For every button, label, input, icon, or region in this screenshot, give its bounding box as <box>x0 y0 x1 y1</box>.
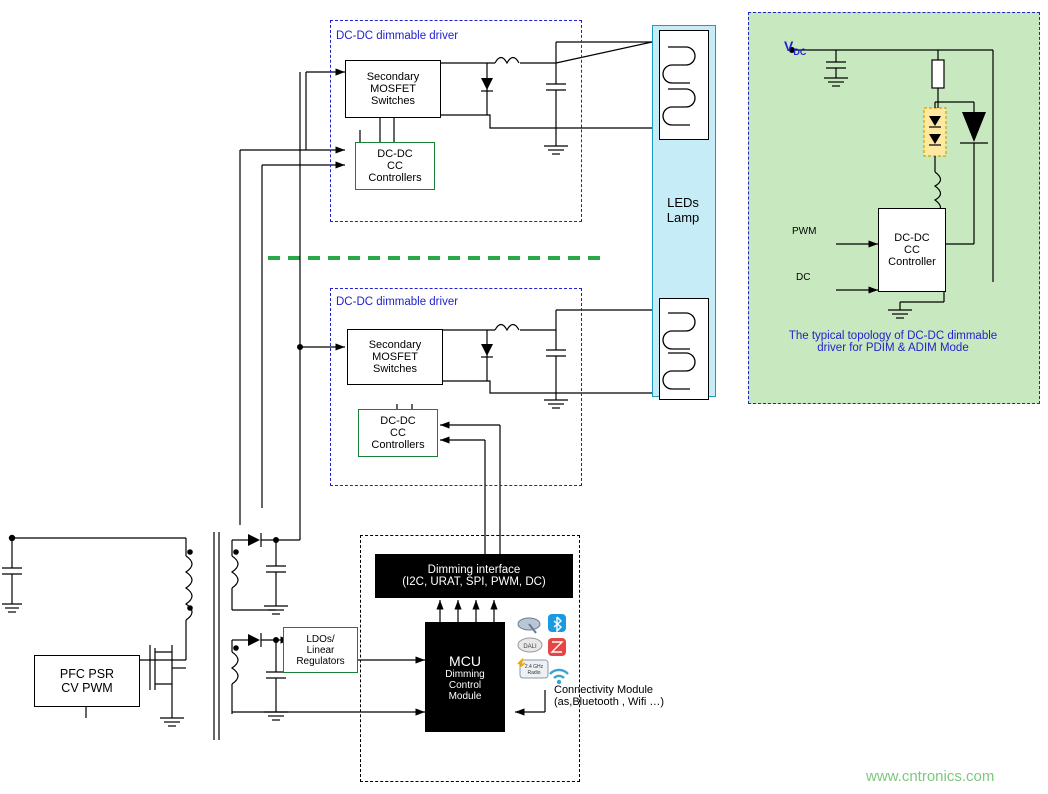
controller-line-3: Controllers <box>368 172 422 184</box>
led-symbols-bottom <box>660 299 708 399</box>
led-package-top <box>659 30 709 140</box>
inset-dc-label: DC <box>796 272 811 283</box>
pfc-line-1: PFC PSR <box>59 667 115 681</box>
mosfet-line-2: MOSFET <box>370 83 416 95</box>
dish-icon <box>518 618 540 633</box>
inset-ctrl-line-2: CC <box>904 244 920 256</box>
inset-caption-line-2: driver for PDIM & ADIM Mode <box>817 342 969 354</box>
pfc-line-2: CV PWM <box>61 681 113 695</box>
svg-text:DALI: DALI <box>523 644 537 650</box>
pfc-block <box>34 655 140 707</box>
controller2-line-2: CC <box>390 427 406 439</box>
wifi-icon <box>550 670 568 684</box>
mosfet2-line-2: MOSFET <box>372 351 418 363</box>
mcu-line-3: Control <box>448 679 482 691</box>
dimming-interface-line-1: Dimming interface <box>427 564 521 576</box>
driver-1-mosfet-block <box>345 60 441 118</box>
dimming-interface-line-2: (I2C, URAT, SPI, PWM, DC) <box>402 576 546 588</box>
driver-1-label: DC-DC dimmable driver <box>336 30 459 42</box>
ldo-line-1: LDOs/ <box>306 633 335 645</box>
inset-caption <box>756 330 1030 354</box>
inset-pwm-label: PWM <box>792 226 817 237</box>
driver-1-controller-block <box>355 142 435 190</box>
mosfet2-line-1: Secondary <box>368 339 422 351</box>
mosfet-line-1: Secondary <box>366 71 420 83</box>
controller2-line-1: DC-DC <box>380 415 416 427</box>
leds-lamp-label <box>652 185 714 235</box>
led-package-bottom <box>659 298 709 400</box>
bluetooth-icon <box>548 614 566 632</box>
connectivity-line-2: (as,Bluetooth , Wifi …) <box>554 696 665 708</box>
driver-2-controller-block <box>358 409 438 457</box>
connectivity-caption <box>554 684 714 708</box>
mcu-line-4: Module <box>448 690 482 702</box>
led-symbols-top <box>660 31 708 139</box>
leds-lamp-line-2: Lamp <box>666 210 700 225</box>
mosfet-line-3: Switches <box>370 95 416 107</box>
controller2-line-3: Controllers <box>371 439 425 451</box>
mcu-line-1: MCU <box>449 652 481 669</box>
dali-badge-icon <box>518 638 542 652</box>
mcu-block <box>425 622 505 732</box>
watermark: www.cntronics.com <box>866 768 995 785</box>
controller-line-1: DC-DC <box>377 148 413 160</box>
svg-text:2.4 GHz: 2.4 GHz <box>524 664 544 670</box>
inset-caption-line-1: The typical topology of DC-DC dimmable <box>788 330 998 342</box>
inset-ctrl-line-3: Controller <box>888 256 936 268</box>
mosfet2-line-3: Switches <box>372 363 418 375</box>
inset-controller-block <box>878 208 946 292</box>
inset-vdc-label <box>784 38 806 57</box>
leds-lamp-line-1: LEDs <box>667 195 699 210</box>
dimming-interface-block <box>375 554 573 598</box>
ldo-block <box>283 627 358 673</box>
mcu-line-2: Dimming <box>445 668 485 680</box>
inset-ctrl-line-1: DC-DC <box>894 232 930 244</box>
vdc-text: $V_{DC}$ <box>784 38 807 57</box>
controller-line-2: CC <box>387 160 403 172</box>
driver-2-mosfet-block <box>347 329 443 385</box>
ldo-line-3: Regulators <box>296 655 345 667</box>
zigbee-icon <box>548 638 566 656</box>
radio-badge-icon <box>518 660 548 678</box>
ldo-line-2: Linear <box>306 644 335 656</box>
connectivity-line-1: Connectivity Module <box>554 684 654 696</box>
svg-text:Radio: Radio <box>527 670 541 676</box>
driver-2-label: DC-DC dimmable driver <box>336 296 459 308</box>
driver-1-container <box>330 20 582 222</box>
